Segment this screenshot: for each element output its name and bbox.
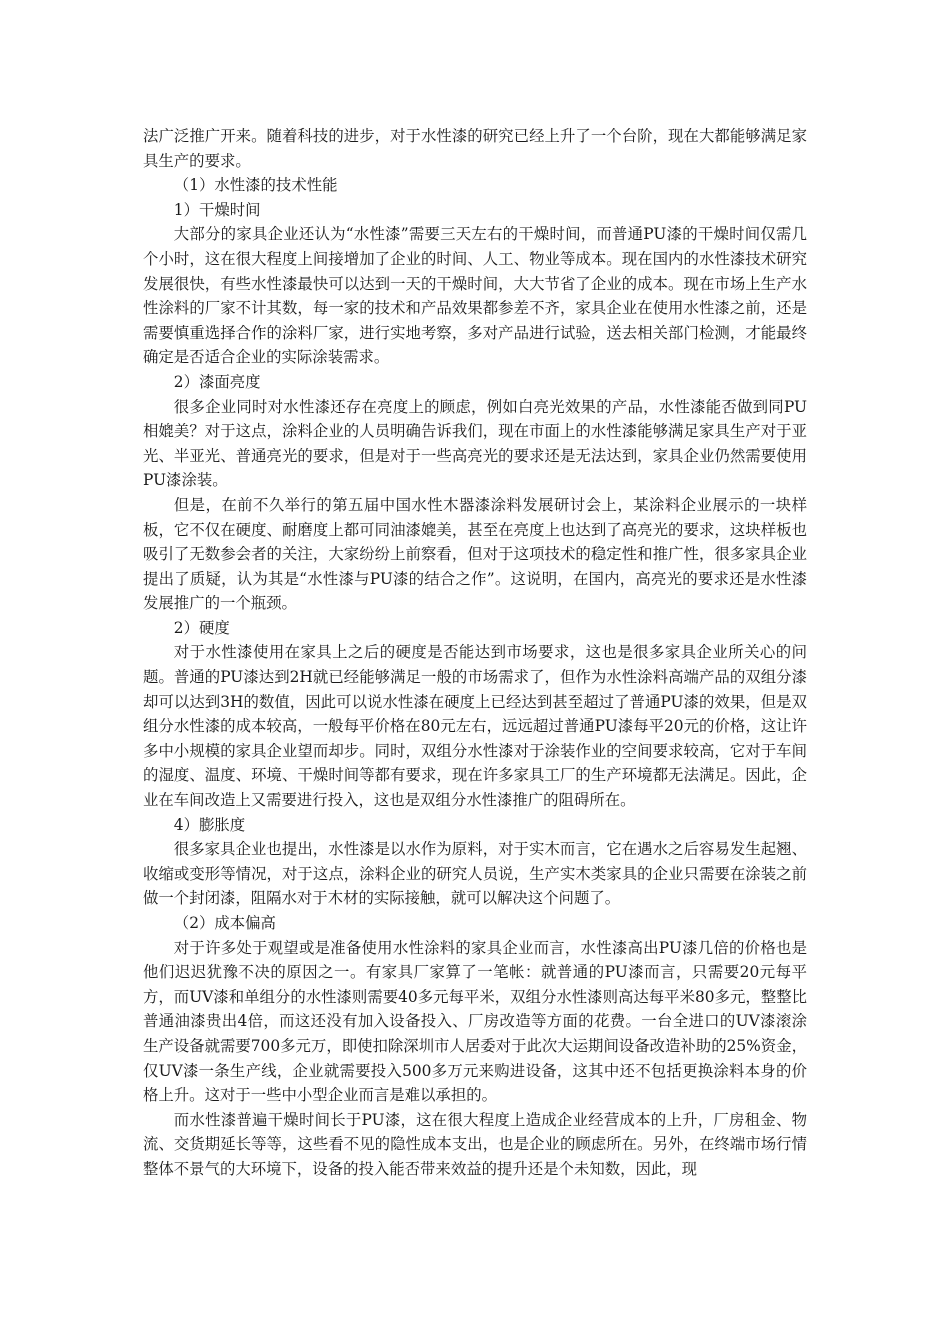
paragraph: 很多企业同时对水性漆还存在亮度上的顾虑，例如白亮光效果的产品，水性漆能否做到同PU相媲美？对于这点，涂料企业的人员明确告诉我们，现在市面上的水性漆能够满足家具生产对于亚光、半亚光、普通亮光的要求，但是对于一些高亮光的要求还是无法达到，家具企业仍然需要使用PU漆涂装。	[143, 397, 807, 490]
paragraph: 但是，在前不久举行的第五届中国水性木器漆涂料发展研讨会上，某涂料企业展示的一块样板，它不仅在硬度、耐磨度上都可同油漆媲美，甚至在亮度上也达到了高亮光的要求，这块样板也吸引了无数参会者的关注，大家纷纷上前察看，但对于这项技术的稳定性和推广性，很多家具企业提出了质疑，认为其是“水性漆与PU漆的结合之作”。这说明，在国内，高亮光的要求还是水性漆发展推广的一个瓶颈。	[143, 495, 807, 613]
paragraph: 对于许多处于观望或是准备使用水性涂料的家具企业而言，水性漆高出PU漆几倍的价格也是他们迟迟犹豫不决的原因之一。有家具厂家算了一笔帐：就普通的PU漆而言，只需要20元每平方，而UV漆和单组分的水性漆则需要40多元每平米，双组分水性漆则高达每平米80多元，整整比普通油漆贵出4倍，而这还没有加入设备投入、厂房改造等方面的花费。一台全进口的UV漆滚涂生产设备就需要700多元万，即使扣除深圳市人居委对于此次大运期间设备改造补助的25%资金，仅UV漆一条生产线，企业就需要投入500多万元来购进设备，这其中还不包括更换涂料本身的价格上升。这对于一些中小型企业而言是难以承担的。	[143, 938, 807, 1105]
paragraph: 对于水性漆使用在家具上之后的硬度是否能达到市场要求，这也是很多家具企业所关心的问题。普通的PU漆达到2H就已经能够满足一般的市场需求了，但作为水性涂料高端产品的双组分漆却可以达到3H的数值，因此可以说水性漆在硬度上已经达到甚至超过了普通PU漆的效果，但是双组分水性漆的成本较高，一般每平价格在80元左右，远远超过普通PU漆每平20元的价格，这让许多中小规模的家具企业望而却步。同时，双组分水性漆对于涂装作业的空间要求较高，它对于车间的湿度、温度、环境、干燥时间等都有要求，现在许多家具工厂的生产环境都无法满足。因此，企业在车间改造上又需要进行投入，这也是双组分水性漆推广的阻碍所在。	[143, 643, 807, 810]
paragraph: 大部分的家具企业还认为“水性漆”需要三天左右的干燥时间，而普通PU漆的干燥时间仅需几个小时，这在很大程度上间接增加了企业的时间、人工、物业等成本。现在国内的水性漆技术研究发展很快，有些水性漆最快可以达到一天的干燥时间，大大节省了企业的成本。现在市场上生产水性涂料的厂家不计其数，每一家的技术和产品效果都参差不齐，家具企业在使用水性漆之前，还是需要慎重选择合作的涂料厂家，进行实地考察，多对产品进行试验，送去相关部门检测，才能最终确定是否适合企业的实际涂装需求。	[143, 225, 807, 367]
subheading-gloss: 2）漆面亮度	[173, 372, 261, 391]
paragraph-continued: 法广泛推广开来。随着科技的进步，对于水性漆的研究已经上升了一个台阶，现在大都能够满足家具生产的要求。	[143, 127, 807, 170]
subheading-swelling: 4）膨胀度	[173, 815, 246, 834]
document-body	[143, 124, 807, 1182]
subheading-drying-time: 1）干燥时间	[173, 200, 261, 219]
section-heading-technical-performance: （1）水性漆的技术性能	[173, 176, 338, 195]
paragraph: 而水性漆普遍干燥时间长于PU漆，这在很大程度上造成企业经营成本的上升，厂房租金、物流、交货期延长等等，这些看不见的隐性成本支出，也是企业的顾虑所在。另外，在终端市场行情整体不景气的大环境下，设备的投入能否带来效益的提升还是个未知数，因此，现	[143, 1110, 807, 1178]
subheading-hardness: 2）硬度	[173, 618, 230, 637]
paragraph: 很多家具企业也提出，水性漆是以水作为原料，对于实木而言，它在遇水之后容易发生起翘、收缩或变形等情况，对于这点，涂料企业的研究人员说，生产实木类家具的企业只需要在涂装之前做一个封闭漆，阻隔水对于木材的实际接触，就可以解决这个问题了。	[143, 840, 807, 908]
section-heading-cost: （2）成本偏高	[173, 914, 276, 932]
